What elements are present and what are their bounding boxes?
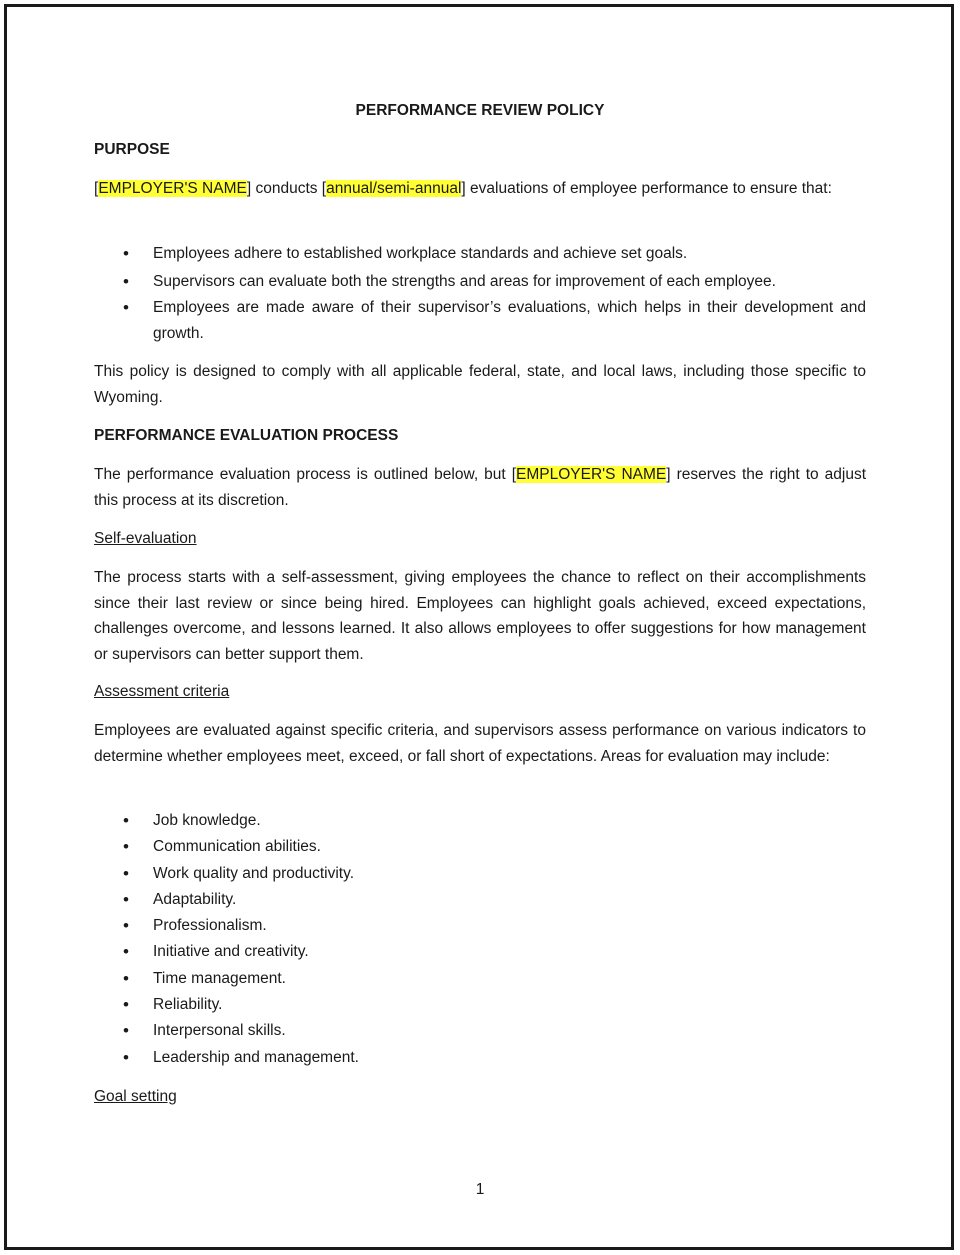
assessment-bullet-list	[94, 808, 866, 1071]
purpose-intro-bracket-open: [	[94, 180, 99, 197]
document-title: PERFORMANCE REVIEW POLICY	[355, 102, 605, 119]
list-item: • Employees adhere to established workplace standards and achieve set goals.	[94, 241, 866, 267]
list-item: • Job knowledge.	[94, 808, 866, 834]
goal-setting-heading: Goal setting	[94, 1088, 177, 1105]
compliance-paragraph: This policy is designed to comply with all applicable federal, state, and local laws, including those specific to Wyoming.	[94, 363, 866, 406]
list-item: • Supervisors can evaluate both the strengths and areas for improvement of each employee.	[94, 269, 866, 295]
purpose-bullet-list	[94, 241, 866, 346]
employer-name-placeholder: EMPLOYER'S NAME	[516, 466, 667, 483]
purpose-intro-end: ] evaluations of employee performance to ensure that:	[461, 180, 832, 197]
document-page	[4, 4, 954, 1250]
process-intro	[94, 462, 866, 513]
process-intro-start: The performance evaluation process is outlined below, but [	[94, 466, 517, 483]
purpose-heading: PURPOSE	[94, 141, 170, 158]
list-item: • Reliability.	[94, 992, 866, 1018]
list-item: • Professionalism.	[94, 913, 866, 939]
page-number: 1	[475, 1181, 485, 1198]
list-item: • Initiative and creativity.	[94, 939, 866, 965]
self-evaluation-heading: Self-evaluation	[94, 530, 197, 547]
list-item: • Employees are made aware of their supervisor’s evaluations, which helps in their development and growth.	[94, 295, 866, 346]
assessment-criteria-heading: Assessment criteria	[94, 683, 230, 700]
list-item: • Work quality and productivity.	[94, 861, 866, 887]
assessment-criteria-paragraph: Employees are evaluated against specific criteria, and supervisors assess performance on various indicators to determine whether employees meet, exceed, or fall short of expectations. Areas for evaluation may include:	[94, 722, 866, 765]
list-item: • Time management.	[94, 966, 866, 992]
purpose-intro	[94, 176, 866, 202]
list-item: • Leadership and management.	[94, 1045, 866, 1071]
frequency-placeholder: annual/semi-annual	[326, 180, 462, 197]
list-item: • Adaptability.	[94, 887, 866, 913]
process-heading: PERFORMANCE EVALUATION PROCESS	[94, 427, 399, 444]
list-item: • Communication abilities.	[94, 834, 866, 860]
list-item: • Interpersonal skills.	[94, 1018, 866, 1044]
employer-name-placeholder: EMPLOYER'S NAME	[98, 180, 247, 197]
process-intro-end: ] reserves the right to adjust this process at its discretion.	[94, 466, 867, 509]
self-evaluation-paragraph: The process starts with a self-assessment, giving employees the chance to reflect on their accomplishments since their last review or since being hired. Employees can highlight goals achieved, exceed expectations, challenges overcome, and lessons learned. It also allows employees to offer suggestions for how management or supervisors can better support them.	[94, 569, 866, 663]
purpose-intro-middle: ] conducts [	[246, 180, 327, 197]
